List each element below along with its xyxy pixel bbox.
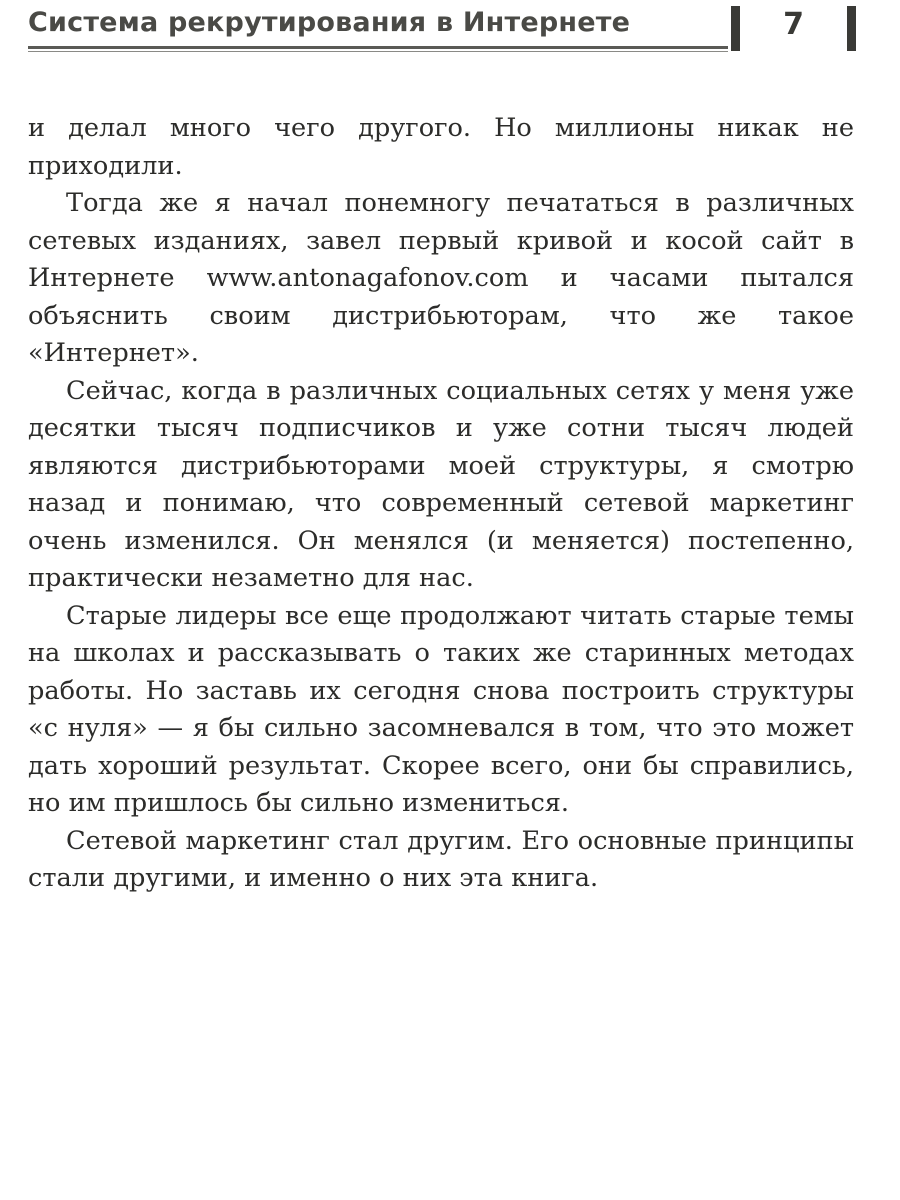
- page-number-bar-right: [847, 6, 856, 51]
- page-number-bar-left: [731, 6, 740, 51]
- paragraph: Старые лидеры все еще продолжают читать старые темы на школах и рассказывать о таких же старинных методах работы. Но заставь их сегодня снова построить структуры «с нуля» — я бы сильно засомневался в том, что это может дать хороший результат. Скорее всего, они бы справились, но им пришлось бы сильно измениться.: [28, 600, 854, 818]
- paragraph: Тогда же я начал понемногу печататься в различных сетевых изданиях, завел первый кривой и косой сайт в Интернете www.antonagafonov.com и часами пытался объяснить своим дистрибьюторам, что же такое «Интернет».: [28, 188, 854, 368]
- running-title: Система рекрутирования в Интернете: [28, 7, 631, 38]
- page-number: 7: [783, 7, 804, 42]
- paragraph: Сейчас, когда в различных социальных сетях у меня уже десятки тысяч подписчиков и уже сотни тысяч людей являются дистрибьюторами моей структуры, я смотрю назад и понимаю, что современный сетевой маркетинг очень изменился. Он менялся (и меняется) постепенно, практически незаметно для нас.: [28, 375, 854, 593]
- header-rule-thin: [28, 51, 728, 52]
- body-text: [28, 110, 854, 898]
- page-header: [28, 0, 856, 56]
- header-rule: [28, 46, 728, 49]
- paragraph: Сетевой маркетинг стал другим. Его основные принципы стали другими, и именно о них эта книга.: [28, 825, 854, 893]
- paragraph-continuation: и делал много чего другого. Но миллионы никак не приходили.: [28, 113, 854, 181]
